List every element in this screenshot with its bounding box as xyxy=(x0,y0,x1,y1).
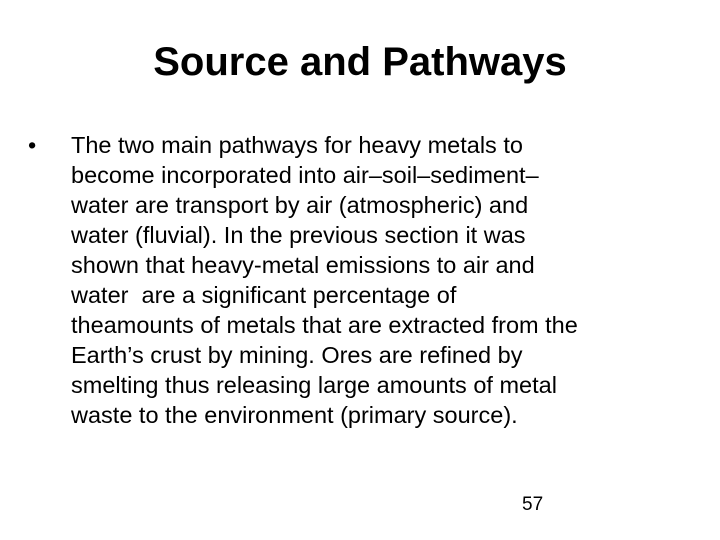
bullet-text-line: shown that heavy-metal emissions to air and xyxy=(71,252,535,278)
bullet-text-line: become incorporated into air–soil–sediment– xyxy=(71,162,539,188)
slide-title: Source and Pathways xyxy=(153,40,567,84)
bullet-marker: • xyxy=(28,132,37,158)
bullet-text-line: water are a significant percentage of xyxy=(71,282,457,308)
bullet-item xyxy=(28,130,688,430)
bullet-list xyxy=(28,130,688,430)
bullet-text-line: Earth’s crust by mining. Ores are refined by xyxy=(71,342,523,368)
bullet-text-line: water are transport by air (atmospheric) and xyxy=(71,192,529,218)
bullet-text-line: The two main pathways for heavy metals to xyxy=(71,132,523,158)
page-number: 57 xyxy=(522,494,544,515)
bullet-text-line: water (fluvial). In the previous section it was xyxy=(71,222,526,248)
bullet-text-line: theamounts of metals that are extracted from the xyxy=(71,312,578,338)
bullet-text-line: waste to the environment (primary source). xyxy=(71,402,518,428)
bullet-text-line: smelting thus releasing large amounts of metal xyxy=(71,372,557,398)
